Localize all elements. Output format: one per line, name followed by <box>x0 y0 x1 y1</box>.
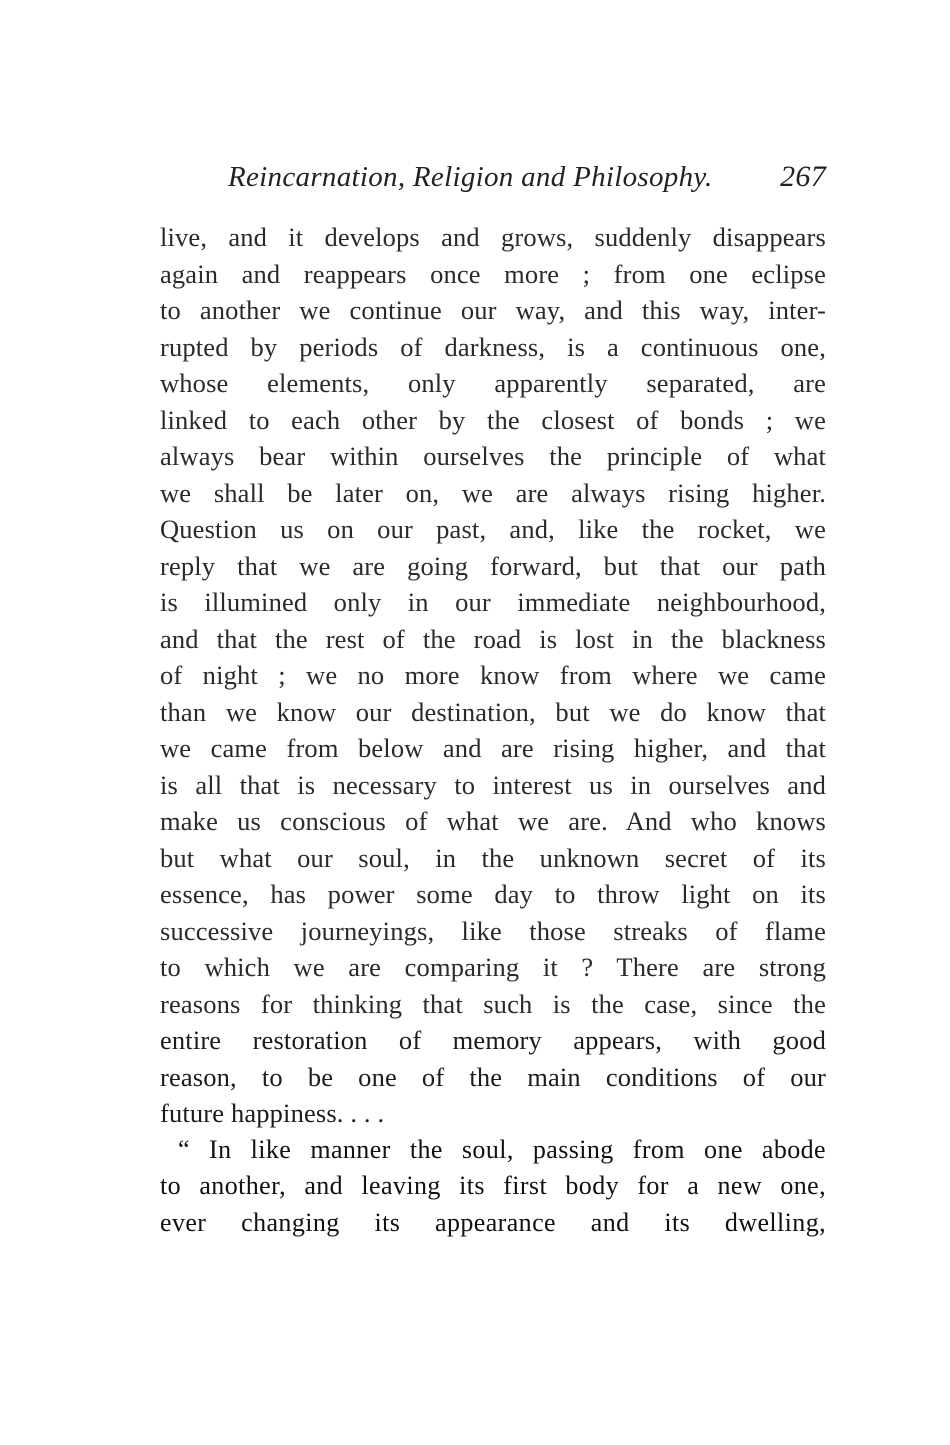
text-line: but what our soul, in the unknown secret of its <box>160 842 826 873</box>
text-line: to which we are comparing it ? There are strong <box>160 952 826 982</box>
running-head <box>228 160 826 200</box>
text-line: make us conscious of what we are. And who knows <box>160 806 826 836</box>
text-line: to another, and leaving its first body for a new one, <box>160 1171 826 1200</box>
page-number: 267 <box>780 160 826 193</box>
text-line: live, and it develops and grows, suddenly disappears <box>160 222 826 252</box>
text-line: we came from below and are rising higher, and that <box>160 733 826 763</box>
text-line: reply that we are going forward, but that our path <box>160 550 826 581</box>
text-line: we shall be later on, we are always rising higher. <box>160 477 826 508</box>
text-line: and that the rest of the road is lost in the blackness <box>160 623 826 654</box>
text-line: to another we continue our way, and this way, inter- <box>160 295 826 325</box>
text-line-paragraph-end: future happiness. . . . <box>160 1098 385 1128</box>
text-line: linked to each other by the closest of bonds ; we <box>160 404 826 435</box>
text-line: entire restoration of memory appears, with good <box>160 1025 826 1055</box>
text-line: reason, to be one of the main conditions of our <box>160 1061 826 1092</box>
text-line: essence, has power some day to throw light on its <box>160 879 826 909</box>
text-line: successive journeyings, like those streaks of flame <box>160 915 826 946</box>
text-line: ever changing its appearance and its dwelling, <box>160 1207 826 1237</box>
text-line: always bear within ourselves the principle of what <box>160 441 826 471</box>
running-title: Reincarnation, Religion and Philosophy. <box>228 161 713 193</box>
text-line: again and reappears once more ; from one eclipse <box>160 258 826 289</box>
text-line: rupted by periods of darkness, is a continuous one, <box>160 331 826 362</box>
text-line: Question us on our past, and, like the rocket, we <box>160 514 826 544</box>
body-text <box>160 219 826 1241</box>
text-line: whose elements, only apparently separated, are <box>160 368 826 398</box>
text-line-paragraph-start: “ In like manner the soul, passing from one abode <box>178 1134 826 1164</box>
text-line: reasons for thinking that such is the case, since the <box>160 988 826 1019</box>
text-line: is all that is necessary to interest us in ourselves and <box>160 769 826 800</box>
text-line: of night ; we no more know from where we came <box>160 660 826 690</box>
text-line: than we know our destination, but we do know that <box>160 696 826 727</box>
text-line: is illumined only in our immediate neighbourhood, <box>160 587 826 617</box>
